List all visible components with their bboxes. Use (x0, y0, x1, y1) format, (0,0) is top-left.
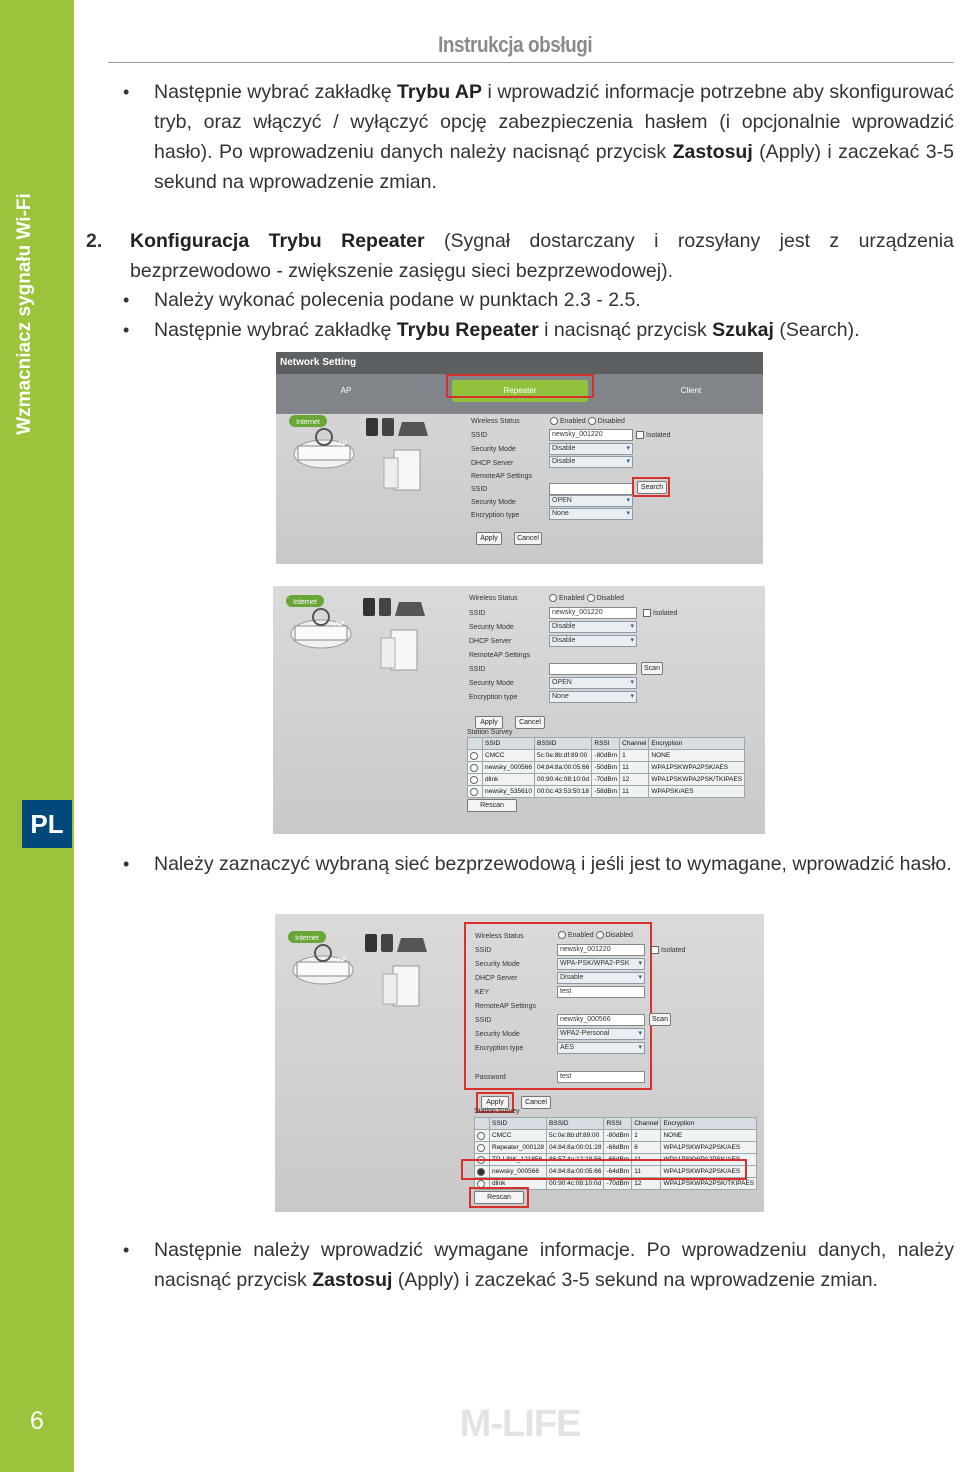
table-row[interactable] (475, 1142, 757, 1154)
cell: -58dBm (592, 786, 620, 798)
checkbox-icon (636, 431, 644, 439)
section-number: 2. (86, 230, 103, 252)
cell: WPA1PSKWPA2PSK/TKIPAES (649, 774, 745, 786)
cell: NONE (661, 1130, 757, 1142)
bold-text: Zastosuj (312, 1269, 393, 1291)
header-title: Instrukcja obsługi (437, 32, 592, 57)
col-ssid: SSID (490, 1118, 547, 1130)
screenshot-repeater-setting (276, 352, 763, 564)
bold-text: Zastosuj (672, 141, 753, 163)
svg-text:AP: AP (337, 957, 347, 964)
page-number: 6 (30, 1407, 44, 1435)
radio-group[interactable] (549, 594, 624, 602)
radio-icon (588, 417, 596, 425)
paragraph-steps: Należy wykonać polecenia podane w punktach 2.3 - 2.5. (154, 289, 641, 311)
tab-ap[interactable]: AP (340, 386, 352, 395)
dhcp-select[interactable]: Disable ▾ (549, 456, 633, 468)
text: (Apply) i zaczekać 3-5 sekund na wprowadzenie zmian. (392, 1269, 878, 1291)
table-header-row (468, 738, 745, 750)
security-mode-select[interactable]: Disable ▾ (549, 621, 637, 633)
encryption-select[interactable]: None ▾ (549, 508, 633, 520)
remote-ssid-input[interactable] (549, 483, 633, 495)
cell: newsky_000566 (483, 762, 535, 774)
label-remote-security: Security Mode (469, 680, 514, 687)
security-mode-select[interactable]: Disable ▾ (549, 443, 633, 455)
bullet-icon: • (123, 1240, 130, 1260)
col-rssi: RSSI (604, 1118, 632, 1130)
cell: -50dBm (592, 762, 620, 774)
cell: 11 (620, 762, 649, 774)
col-channel: Channel (620, 738, 649, 750)
row-radio[interactable] (475, 1142, 490, 1154)
password-input[interactable]: test (557, 1071, 645, 1083)
cell: CMCC (490, 1130, 547, 1142)
screenshot-station-survey (273, 586, 765, 834)
label-ssid: SSID (475, 947, 492, 954)
cell: -66dBm (604, 1154, 632, 1166)
cell: dlink (490, 1178, 547, 1190)
key-input[interactable]: test (557, 986, 645, 998)
cell: 11 (620, 786, 649, 798)
paragraph-repeater-tab (154, 315, 960, 345)
bullet-icon: • (123, 290, 130, 310)
screenshot-select-network (275, 914, 764, 1212)
cell: Repeater_000128 (490, 1142, 547, 1154)
cancel-button[interactable]: Cancel (515, 716, 545, 729)
label-remoteap: RemoteAP Settings (469, 652, 530, 659)
col-bssid: BSSID (547, 1118, 604, 1130)
label-password: Password (475, 1074, 506, 1081)
apply-button[interactable]: Apply (481, 1096, 509, 1109)
text: i nacisnąć przycisk (538, 319, 713, 341)
svg-text:Internet: Internet (293, 599, 317, 606)
col-bssid: BSSID (534, 738, 591, 750)
label-security-mode: Security Mode (475, 961, 520, 968)
row-radio[interactable] (468, 774, 483, 786)
label-key: KEY (475, 989, 490, 996)
radio-icon (558, 931, 566, 939)
radio-label: Disabled (605, 931, 633, 939)
cell: 5c:0e:8b:df:89:00 (534, 750, 591, 762)
label-dhcp: DHCP Server (475, 975, 518, 982)
encryption-select[interactable]: AES ▾ (557, 1042, 645, 1054)
sidebar-title: Wzmacniacz sygnału Wi-Fi (14, 193, 35, 435)
radio-icon (550, 417, 558, 425)
radio-group[interactable] (550, 417, 625, 425)
label-ssid: SSID (469, 610, 486, 617)
network-illustration (283, 928, 453, 1023)
label-remote-ssid: SSID (471, 486, 488, 493)
cell: 00:90:4c:08:10:0d (534, 774, 591, 786)
table-row[interactable] (475, 1130, 757, 1142)
mlife-logo (446, 1402, 594, 1444)
rescan-button[interactable]: Rescan (467, 799, 517, 812)
radio-icon (549, 594, 557, 602)
header-divider (108, 62, 954, 63)
search-button[interactable]: Search (637, 481, 667, 494)
bold-text: Trybu Repeater (396, 319, 539, 341)
svg-text:AP: AP (338, 441, 348, 448)
svg-text:M-LIFE: M-LIFE (459, 1403, 581, 1444)
remote-security-select[interactable]: OPEN ▾ (549, 677, 637, 689)
checkbox-icon (651, 946, 659, 954)
cell: CMCC (483, 750, 535, 762)
cell: 04:84:8a:00:05:66 (534, 762, 591, 774)
cell: dlink (483, 774, 535, 786)
text: Następnie wybrać zakładkę (154, 81, 398, 103)
isolated-checkbox[interactable] (651, 946, 686, 954)
cell: WPA1PSKWPA2PSK/AES (649, 762, 745, 774)
cell: 00:0c:43:53:50:18 (534, 786, 591, 798)
scan-button[interactable]: Scan (641, 662, 663, 675)
col-radio (468, 738, 483, 750)
survey-title: Station Survey (467, 729, 513, 736)
checkbox-label: Isolated (661, 946, 686, 954)
bullet-icon: • (123, 82, 130, 102)
label-encryption: Encryption type (471, 512, 520, 519)
label-remote-security: Security Mode (471, 499, 516, 506)
tab-repeater[interactable]: Repeater (452, 380, 588, 402)
svg-text:Internet: Internet (296, 419, 320, 426)
table-header-row (475, 1118, 757, 1130)
remote-security-select[interactable]: WPA2-Personal ▾ (557, 1028, 645, 1040)
radio-icon (477, 1144, 485, 1152)
ssid-input[interactable]: newsky_001220 (549, 607, 637, 619)
radio-icon (596, 931, 604, 939)
radio-icon (470, 764, 478, 772)
col-encryption: Encryption (649, 738, 745, 750)
cell: 11 (632, 1154, 661, 1166)
table-row[interactable] (468, 774, 745, 786)
cell: NONE (649, 750, 745, 762)
highlight-rescan (469, 1187, 529, 1208)
label-dhcp: DHCP Server (471, 460, 514, 467)
cell: -70dBm (592, 774, 620, 786)
cell: 12 (620, 774, 649, 786)
text: (Apply) i zaczekać 3-5 sekund na wprowadzenie zmian. (154, 141, 954, 193)
cell: 1 (620, 750, 649, 762)
cancel-button[interactable]: Cancel (514, 532, 542, 545)
cell: WPA1PSKWPA2PSK/AES (661, 1142, 757, 1154)
ssid-input[interactable]: newsky_001220 (557, 944, 645, 956)
svg-text:AP: AP (335, 621, 345, 628)
label-security-mode: Security Mode (469, 624, 514, 631)
text: Następnie należy wprowadzić wymagane informacje. Po wprowadzeniu danych, należy nacisnąć przycisk (154, 1239, 954, 1291)
text: i wprowadzić informacje potrzebne aby skonfigurować tryb, oraz włączyć / wyłączyć opcję zabezpieczenia hasłem (i opcjonalnie wprowadzić hasło). Po wprowadzeniu danych należy nacisnąć przycisk (154, 81, 954, 163)
label-encryption: Encryption type (469, 694, 518, 701)
col-encryption: Encryption (661, 1118, 757, 1130)
col-rssi: RSSI (592, 738, 620, 750)
checkbox-icon (643, 609, 651, 617)
survey-table (467, 737, 745, 798)
col-ssid: SSID (483, 738, 535, 750)
survey-title: Station Survey (474, 1108, 520, 1115)
checkbox-label: Isolated (646, 431, 671, 439)
cell: 5c:0e:8b:df:89:00 (547, 1130, 604, 1142)
highlight-search (632, 477, 670, 497)
highlight-repeater-tab (446, 374, 594, 398)
scan-button[interactable]: Scan (649, 1013, 671, 1026)
section-heading: Konfiguracja Trybu Repeater (130, 230, 425, 252)
cell: -64dBm (604, 1166, 632, 1178)
table-row[interactable] (468, 762, 745, 774)
cell: 6 (632, 1142, 661, 1154)
svg-text:Internet: Internet (295, 935, 319, 942)
cell: newsky_000566 (490, 1166, 547, 1178)
radio-label: Enabled (559, 594, 585, 602)
radio-icon (587, 594, 595, 602)
col-channel: Channel (632, 1118, 661, 1130)
rescan-button[interactable]: Rescan (474, 1191, 524, 1204)
cell: WPAPSK/AES (649, 786, 745, 798)
cell: WPA1PSKWPA2PSK/TKIPAES (661, 1178, 757, 1190)
cell: 12 (632, 1178, 661, 1190)
cell: -80dBm (604, 1130, 632, 1142)
section-repeater-intro (130, 226, 954, 286)
language-badge: PL (22, 800, 72, 848)
network-illustration (284, 412, 454, 507)
label-ssid: SSID (471, 432, 488, 439)
cell: 11 (632, 1166, 661, 1178)
cell: 1 (632, 1130, 661, 1142)
dhcp-select[interactable]: Disable ▾ (557, 972, 645, 984)
label-remoteap: RemoteAP Settings (471, 473, 532, 480)
text: (Search). (773, 319, 860, 341)
bold-text: Szukaj (712, 319, 774, 341)
paragraph-select-network: Należy zaznaczyć wybraną sieć bezprzewodową i jeśli jest to wymagane, wprowadzić hasło. (154, 853, 952, 875)
text: Następnie wybrać zakładkę (154, 319, 397, 341)
table-row[interactable] (468, 786, 745, 798)
sidebar (0, 0, 74, 1472)
label-dhcp: DHCP Server (469, 638, 512, 645)
cancel-button[interactable]: Cancel (521, 1096, 551, 1109)
window-title: Network Setting (280, 357, 357, 368)
radio-label: Disabled (596, 594, 624, 602)
row-radio[interactable] (468, 786, 483, 798)
remote-ssid-input[interactable] (549, 663, 637, 675)
cell: -70dBm (604, 1178, 632, 1190)
isolated-checkbox[interactable] (636, 431, 671, 439)
apply-button[interactable]: Apply (475, 716, 503, 729)
radio-icon (470, 752, 478, 760)
label-remoteap: RemoteAP Settings (475, 1003, 536, 1010)
table-row[interactable] (468, 750, 745, 762)
security-mode-select[interactable]: WPA-PSK/WPA2-PSK ▾ (557, 958, 645, 970)
dhcp-select[interactable]: Disable ▾ (549, 635, 637, 647)
col-radio (475, 1118, 490, 1130)
text: (Sygnał dostarczany i rozsyłany jest z urządzenia bezprzewodowo - zwiększenie zasięgu sieci bezprzewodowej). (130, 230, 954, 282)
row-radio[interactable] (475, 1130, 490, 1142)
cell: -66dBm (604, 1142, 632, 1154)
label-wireless-status: Wireless Status (471, 418, 520, 425)
radio-label: Disabled (597, 417, 625, 425)
label-wireless-status: Wireless Status (475, 933, 524, 940)
ssid-input[interactable]: newsky_001220 (549, 429, 633, 441)
cell: WPA1PSKWPA2PSK/AES (661, 1154, 757, 1166)
radio-label: Enabled (568, 931, 594, 939)
row-radio[interactable] (468, 750, 483, 762)
cell: newsky_535610 (483, 786, 535, 798)
paragraph-apply (154, 1235, 954, 1295)
cell: 04:84:8a:00:01:28 (547, 1142, 604, 1154)
label-wireless-status: Wireless Status (469, 595, 518, 602)
label-remote-ssid: SSID (469, 666, 486, 673)
radio-icon (477, 1132, 485, 1140)
paragraph-ap-mode (154, 77, 954, 197)
label-security-mode: Security Mode (471, 446, 516, 453)
cell: 86:57:4e:12:18:56 (547, 1154, 604, 1166)
bullet-icon: • (123, 320, 130, 340)
cell: -80dBm (592, 750, 620, 762)
radio-icon (470, 788, 478, 796)
cell: 04:84:8a:00:05:66 (547, 1166, 604, 1178)
bold-text: Trybu AP (397, 81, 483, 103)
cell: 00:90:4c:08:10:0d (547, 1178, 604, 1190)
window-title-bar (276, 352, 763, 374)
isolated-checkbox[interactable] (643, 609, 678, 617)
row-radio[interactable] (468, 762, 483, 774)
remote-ssid-input[interactable]: newsky_000566 (557, 1014, 645, 1026)
network-illustration (281, 592, 451, 687)
radio-icon (470, 776, 478, 784)
cell: TP-LINK_121856 (490, 1154, 547, 1166)
apply-button[interactable]: Apply (476, 532, 502, 545)
label-encryption: Encryption type (475, 1045, 524, 1052)
remote-security-select[interactable]: OPEN ▾ (549, 495, 633, 507)
encryption-select[interactable]: None ▾ (549, 691, 637, 703)
bullet-icon: • (123, 854, 130, 874)
cell: WPA1PSKWPA2PSK/AES (661, 1166, 757, 1178)
radio-group[interactable] (558, 931, 633, 939)
label-remote-ssid: SSID (475, 1017, 492, 1024)
label-remote-security: Security Mode (475, 1031, 520, 1038)
highlight-selected-row (461, 1159, 747, 1180)
tab-client[interactable]: Client (680, 386, 702, 395)
checkbox-label: Isolated (653, 609, 678, 617)
radio-label: Enabled (560, 417, 586, 425)
